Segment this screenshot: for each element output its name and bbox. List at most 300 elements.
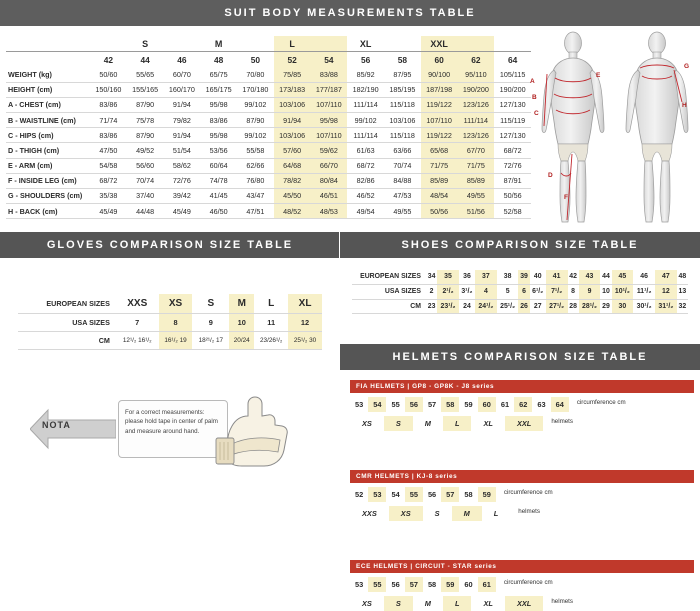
shoes-cell: 35 [437,270,459,284]
shoes-row-label: CM [352,299,426,314]
suit-cell: 67/70 [458,143,495,158]
helmet-size-cell: M [424,599,431,608]
shoes-cell: 30 [612,299,634,314]
helmet-block-header: CMR HELMETS | KJ-8 series [350,470,694,483]
table-row [350,596,543,611]
suit-cell: 44/48 [127,204,164,219]
suit-group-header [90,36,127,52]
shoes-cell: 37 [475,270,497,284]
mannequin-back-icon [618,30,696,225]
helmet-circumference-cell: 60 [478,397,496,412]
suit-cell: 187/198 [421,82,458,97]
helmet-size-cell: S [434,509,440,518]
shoes-cell: 30¹/₂ [633,299,655,314]
helmet-circumference-cell: 55 [368,577,386,592]
suit-cell: 47/50 [90,143,127,158]
marker-D: D [548,172,553,179]
shoes-cell: 42 [568,270,579,284]
helmet-size-cell: L [443,596,472,611]
shoes-cell: 6¹/₂ [530,284,546,299]
suit-cell: 70/74 [384,158,421,173]
helmet-size-cell: XS [389,506,423,521]
nota-label: NOTA [42,420,71,430]
suit-cell: 95/98 [311,112,348,127]
suit-cell: 83/86 [90,97,127,112]
suit-group-header [311,36,348,52]
suit-cell: 64/68 [274,158,311,173]
shoes-cell: 7¹/₂ [546,284,568,299]
table-row [352,284,688,299]
suit-section [0,0,700,232]
suit-size-header-46: 46 [164,52,201,68]
suit-cell: 74/78 [200,173,237,188]
suit-cell: 65/68 [421,143,458,158]
helmet-circumference-cell: 58 [464,490,473,499]
shoes-cell: 6 [518,284,529,299]
table-row [6,188,531,203]
suit-cell: 85/89 [421,173,458,188]
suit-cell: 111/114 [458,112,495,127]
helmet-circumference-cell: 63 [537,400,546,409]
helmets-title: HELMETS COMPARISON SIZE TABLE [340,344,700,370]
helmet-circumference-cell: 54 [368,397,386,412]
gloves-size-table [18,294,322,350]
suit-cell: 75/85 [274,67,311,82]
suit-cell: 71/75 [458,158,495,173]
gloves-cell: XL [288,294,322,314]
suit-cell: 43/47 [237,188,274,203]
shoes-cell: 23¹/₂ [437,299,459,314]
marker-F: F [564,194,568,201]
helmet-block [350,380,694,431]
suit-table [6,36,531,219]
suit-cell: 99/102 [237,128,274,143]
gloves-cell: 18²¹/₂ 17 [192,332,229,350]
suit-cell: 84/88 [384,173,421,188]
gloves-cell: 12 [288,314,322,332]
shoes-cell: 12 [655,284,677,299]
shoes-helmets-section [340,232,700,608]
shoes-cell: 36 [459,270,475,284]
helmet-circumference-cell: 55 [391,400,400,409]
suit-cell: 83/88 [311,67,348,82]
gloves-title: GLOVES COMPARISON SIZE TABLE [0,232,340,258]
gloves-cell: XXS [116,294,159,314]
suit-cell: 107/110 [311,97,348,112]
gloves-table [18,294,322,350]
table-row [350,487,496,502]
suit-size-header-60: 60 [421,52,458,68]
shoes-cell: 9 [579,284,601,299]
shoes-cell: 47 [655,270,677,284]
shoes-row-label: EUROPEAN SIZES [352,270,426,284]
suit-cell: 45/50 [274,188,311,203]
suit-row-label: C - HIPS (cm) [6,128,90,143]
helmet-circumference-cell: 59 [441,577,459,592]
suit-cell: 76/80 [237,173,274,188]
table-row [350,577,496,592]
marker-A: A [530,78,535,85]
shoes-cell: 28¹/₂ [579,299,601,314]
helmet-size-cell: XL [483,599,493,608]
suit-cell: 60/64 [200,158,237,173]
helmet-size-cell: M [452,506,482,521]
suit-group-header [384,36,421,52]
helmet-helmets-label: helmets [518,508,540,515]
suit-row-label: D - THIGH (cm) [6,143,90,158]
marker-H: H [682,102,687,109]
suit-cell: 103/106 [274,97,311,112]
suit-cell: 111/114 [347,97,384,112]
helmet-circumference-cell: 59 [464,400,473,409]
suit-cell: 91/94 [164,97,201,112]
suit-group-header [494,36,531,52]
suit-row-label: H - BACK (cm) [6,204,90,219]
helmet-size-cell: XS [362,599,372,608]
shoes-cell: 39 [518,270,529,284]
suit-cell: 90/100 [421,67,458,82]
shoes-cell: 2 [426,284,437,299]
shoes-cell: 29 [600,299,611,314]
shoes-cell: 46 [633,270,655,284]
helmet-size-cell: XS [362,419,372,428]
mid-section [0,232,700,608]
suit-cell: 50/60 [90,67,127,82]
helmet-size-cell: XXL [505,596,543,611]
helmet-size-cell: XL [483,419,493,428]
gloves-cell: M [229,294,254,314]
table-row [6,128,531,143]
suit-group-header: XL [359,38,372,49]
table-row [6,112,531,127]
suit-cell: 170/180 [237,82,274,97]
suit-cell: 85/92 [347,67,384,82]
suit-cell: 46/51 [311,188,348,203]
suit-cell: 95/98 [200,128,237,143]
shoes-cell: 2¹/₂ [437,284,459,299]
suit-size-header-54: 54 [311,52,348,68]
shoes-cell: 27 [530,299,546,314]
shoes-cell: 44 [600,270,611,284]
helmet-circumference-cell: 53 [355,400,364,409]
helmet-circumference-cell: 64 [551,397,569,412]
mannequin-front-icon [534,30,612,225]
suit-size-header-62: 62 [458,52,495,68]
helmet-circumference-cell: 56 [427,490,437,499]
suit-group-header: S [142,38,149,49]
helmet-circumference-cell: 53 [355,580,364,589]
marker-E: E [596,72,601,79]
gloves-cell: 12¹/₂ 16¹/₂ [116,332,159,350]
hand-measure-icon [210,392,320,472]
suit-cell: 190/200 [458,82,495,97]
suit-cell: 87/90 [127,128,164,143]
suit-cell: 45/49 [90,204,127,219]
shoes-cell: 5 [497,284,519,299]
suit-row-label: F - INSIDE LEG (cm) [6,173,90,188]
suit-cell: 50/56 [421,204,458,219]
gloves-cell: 23/26¹/₂ [254,332,288,350]
suit-cell: 70/74 [127,173,164,188]
helmet-helmets-label: helmets [551,598,573,605]
suit-cell: 123/126 [458,97,495,112]
suit-row-label: WEIGHT (kg) [6,67,90,82]
suit-row-label: E - ARM (cm) [6,158,90,173]
table-row [6,158,531,173]
table-row [6,82,531,97]
table-row [352,270,688,284]
suit-cell: 59/62 [311,143,348,158]
suit-cell: 87/95 [384,67,421,82]
suit-cell: 185/195 [384,82,421,97]
shoes-title: SHOES COMPARISON SIZE TABLE [340,232,700,258]
helmet-circumference-cell: 57 [427,400,437,409]
suit-cell: 72/76 [494,158,531,173]
shoes-cell: 11¹/₂ [633,284,655,299]
shoes-cell: 23 [426,299,437,314]
suit-cell: 48/52 [274,204,311,219]
suit-row-label: A - CHEST (cm) [6,97,90,112]
suit-cell: 60/70 [164,67,201,82]
gloves-cell: 7 [116,314,159,332]
helmet-circumference-cell: 57 [441,487,459,502]
suit-cell: 95/98 [200,97,237,112]
helmet-circumference-label: circumference cm [503,489,553,496]
helmet-block [350,560,694,611]
helmet-circumference-label: circumference cm [503,579,553,586]
suit-cell: 57/60 [274,143,311,158]
suit-cell: 91/94 [274,112,311,127]
suit-cell: 48/53 [311,204,348,219]
marker-C: C [534,110,539,117]
suit-cell: 115/118 [384,97,421,112]
suit-cell: 123/126 [458,128,495,143]
nota-block [30,400,218,460]
table-row [18,332,322,350]
shoes-cell: 3¹/₂ [459,284,475,299]
helmet-block [350,470,694,521]
suit-cell: 52/58 [494,204,531,219]
table-row [350,416,543,431]
suit-cell: 82/86 [347,173,384,188]
suit-group-header: M [214,38,223,49]
gloves-section [0,232,340,583]
suit-cell: 70/80 [237,67,274,82]
shoes-cell: 48 [677,270,688,284]
gloves-cell: L [254,294,288,314]
suit-cell: 56/60 [127,158,164,173]
suit-size-header-56: 56 [347,52,384,68]
helmet-circumference-cell: 58 [441,397,459,412]
shoes-table [352,270,688,314]
shoes-cell: 41 [546,270,568,284]
suit-cell: 68/72 [90,173,127,188]
suit-cell: 103/106 [384,112,421,127]
shoes-cell: 24 [459,299,475,314]
suit-cell: 190/200 [494,82,531,97]
suit-row-label: B - WAISTLINE (cm) [6,112,90,127]
suit-group-header-row [6,36,531,52]
gloves-cell: 16¹/₂ 19 [159,332,193,350]
table-row [350,397,569,412]
suit-cell: 47/51 [237,204,274,219]
suit-group-header: XXL [421,36,458,52]
suit-cell: 160/170 [164,82,201,97]
table-row [6,67,531,82]
suit-cell: 54/58 [90,158,127,173]
shoes-cell: 28 [568,299,579,314]
shoes-cell: 13 [677,284,688,299]
suit-size-header-44: 44 [127,52,164,68]
helmet-circumference-cell: 60 [464,580,473,589]
suit-cell: 49/52 [127,143,164,158]
gloves-cell: 11 [254,314,288,332]
suit-cell: 87/90 [237,112,274,127]
suit-cell: 55/65 [127,67,164,82]
shoes-cell: 31¹/₂ [655,299,677,314]
suit-cell: 87/91 [494,173,531,188]
shoes-cell: 32 [677,299,688,314]
marker-B: B [532,94,537,101]
suit-cell: 155/165 [127,82,164,97]
nota-note: For a correct measurements: please hold tape in center of palm and measure around hand. [118,400,228,458]
suit-cell: 45/49 [164,204,201,219]
suit-size-header-48: 48 [200,52,237,68]
suit-cell: 68/72 [347,158,384,173]
suit-cell: 87/90 [127,97,164,112]
suit-group-header [458,36,495,52]
helmet-circumference-cell: 61 [500,400,510,409]
shoes-cell: 24¹/₂ [475,299,497,314]
suit-cell: 107/110 [421,112,458,127]
table-row [6,97,531,112]
suit-cell: 85/89 [458,173,495,188]
helmet-block-header: ECE HELMETS | CIRCUIT - STAR series [350,560,694,573]
suit-cell: 75/78 [127,112,164,127]
gloves-cell: 20/24 [229,332,254,350]
suit-size-header-50: 50 [237,52,274,68]
helmet-circumference-cell: 59 [478,487,496,502]
helmet-size-cell: S [384,596,413,611]
suit-cell: 65/75 [200,67,237,82]
suit-cell: 58/62 [164,158,201,173]
shoes-cell: 25¹/₂ [497,299,519,314]
suit-cell: 61/63 [347,143,384,158]
helmet-helmets-label: helmets [551,418,573,425]
suit-cell: 99/102 [347,112,384,127]
suit-cell: 177/187 [311,82,348,97]
helmet-size-cell: M [424,419,431,428]
suit-size-header-52: 52 [274,52,311,68]
mannequin-figures [530,30,696,225]
suit-cell: 55/58 [237,143,274,158]
suit-cell: 49/54 [347,204,384,219]
suit-cell: 68/72 [494,143,531,158]
helmet-circumference-label: circumference cm [576,399,626,406]
suit-row-label: G - SHOULDERS (cm) [6,188,90,203]
shoes-cell: 8 [568,284,579,299]
suit-cell: 107/110 [311,128,348,143]
suit-size-header-58: 58 [384,52,421,68]
suit-size-header-64: 64 [494,52,531,68]
suit-cell: 79/82 [164,112,201,127]
gloves-cell: 8 [159,314,193,332]
suit-cell: 71/75 [421,158,458,173]
suit-cell: 182/190 [347,82,384,97]
suit-cell: 119/122 [421,97,458,112]
shoes-cell: 45 [612,270,634,284]
helmet-circumference-cell: 52 [355,490,364,499]
suit-cell: 115/119 [494,112,531,127]
suit-cell: 127/130 [494,97,531,112]
shoes-cell: 34 [426,270,437,284]
suit-cell: 39/42 [164,188,201,203]
shoes-row-label: USA SIZES [352,284,426,299]
suit-cell: 50/56 [494,188,531,203]
suit-cell: 53/56 [200,143,237,158]
suit-cell: 115/118 [384,128,421,143]
suit-group-header [237,36,274,52]
suit-cell: 127/130 [494,128,531,143]
helmet-circumference-cell: 57 [405,577,423,592]
shoes-cell: 27¹/₂ [546,299,568,314]
suit-cell: 83/86 [90,128,127,143]
gloves-row-label: CM [18,332,116,350]
suit-cell: 95/110 [458,67,495,82]
table-row [350,506,510,521]
suit-cell: 62/66 [237,158,274,173]
suit-measurements-table [6,36,531,219]
suit-cell: 48/54 [421,188,458,203]
helmet-circumference-cell: 56 [405,397,423,412]
gloves-row-label: USA SIZES [18,314,116,332]
table-row [6,173,531,188]
shoes-cell: 10 [600,284,611,299]
gloves-cell: XS [159,294,193,314]
suit-cell: 47/53 [384,188,421,203]
suit-cell: 51/56 [458,204,495,219]
suit-cell: 119/122 [421,128,458,143]
suit-cell: 35/38 [90,188,127,203]
suit-cell: 49/55 [458,188,495,203]
suit-cell: 46/52 [347,188,384,203]
suit-group-header [164,36,201,52]
suit-cell: 165/175 [200,82,237,97]
suit-cell: 173/183 [274,82,311,97]
suit-cell: 72/76 [164,173,201,188]
helmet-size-cell: XXS [362,509,377,518]
gloves-cell: 25¹/₂ 30 [288,332,322,350]
gloves-cell: S [192,294,229,314]
suit-cell: 83/86 [200,112,237,127]
suit-cell: 51/54 [164,143,201,158]
helmet-circumference-cell: 61 [478,577,496,592]
shoes-cell: 10¹/₂ [612,284,634,299]
suit-cell: 37/40 [127,188,164,203]
gloves-cell: 9 [192,314,229,332]
table-row [6,143,531,158]
suit-cell: 46/50 [200,204,237,219]
suit-cell: 71/74 [90,112,127,127]
marker-G: G [684,63,690,70]
helmet-circumference-cell: 62 [514,397,532,412]
suit-group-header: L [274,36,311,52]
suit-cell: 99/102 [237,97,274,112]
helmet-circumference-cell: 58 [427,580,437,589]
suit-size-header-42: 42 [90,52,127,68]
helmet-size-cell: L [493,509,499,518]
helmet-size-cell: XXL [505,416,543,431]
